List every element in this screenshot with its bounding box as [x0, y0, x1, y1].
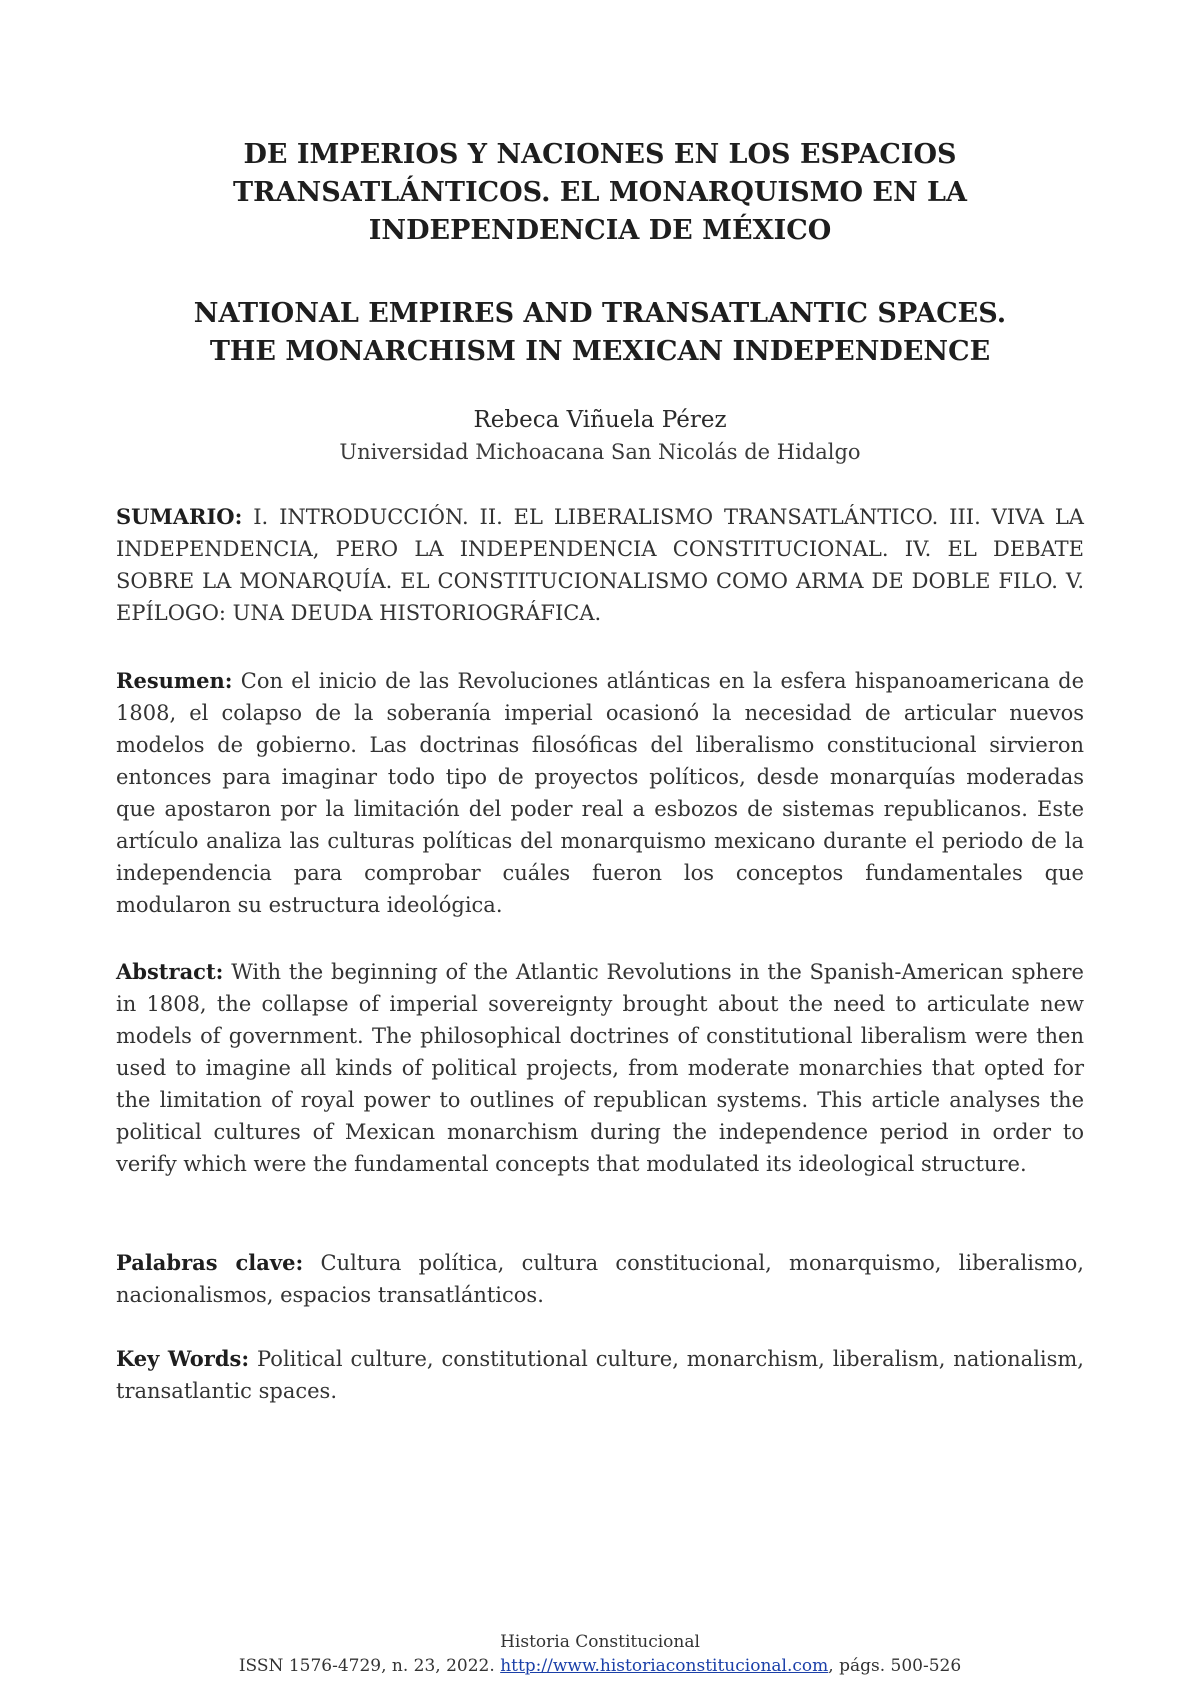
sumario-text: I. INTRODUCCIÓN. II. EL LIBERALISMO TRANSATLÁNTICO. III. VIVA LA INDEPENDENCIA, PERO LA INDEPENDENCIA CONSTITUCIONAL. IV. EL DEBATE SOBRE LA MONARQUÍA. EL CONSTITUCIONALISMO COMO ARMA DE DOBLE FILO. V. EPÍLOGO: UNA DEUDA HISTORIOGRÁFICA.	[116, 505, 1084, 625]
page-range: , págs. 500-526	[828, 1656, 962, 1676]
palabras-clave-label: Palabras clave:	[116, 1250, 304, 1275]
author-name: Rebeca Viñuela Pérez	[473, 407, 727, 433]
page-footer	[116, 1630, 1084, 1678]
author-affiliation: Universidad Michoacana San Nicolás de Hidalgo	[339, 440, 861, 464]
english-title	[116, 295, 1084, 371]
key-words-section	[116, 1343, 1084, 1407]
abstract-label: Abstract:	[116, 959, 224, 984]
abstract-text: With the beginning of the Atlantic Revolutions in the Spanish-American sphere in 1808, the collapse of imperial sovereignty brought about the need to articulate new models of government. The philosophical doctrines of constitutional liberalism were then used to imagine all kinds of political projects, from moderate monarchies that opted for the limitation of royal power to outlines of republican systems. This article analyses the political cultures of Mexican monarchism during the independence period in order to verify which were the fundamental concepts that modulated its ideological structure.	[116, 960, 1084, 1176]
resumen-text: Con el inicio de las Revoluciones atlánticas en la esfera hispanoamericana de 1808, el colapso de la soberanía imperial ocasionó la necesidad de articular nuevos modelos de gobierno. Las doctrinas filosóficas del liberalismo constitucional sirvieron entonces para imaginar todo tipo de proyectos políticos, desde monarquías moderadas que apostaron por la limitación del poder real a esbozos de sistemas republicanos. Este artículo analiza las culturas políticas del monarquismo mexicano durante el periodo de la independencia para comprobar cuáles fueron los conceptos fundamentales que modularon su estructura ideológica.	[116, 669, 1084, 917]
abstract-section	[116, 956, 1084, 1180]
author-block	[116, 404, 1084, 468]
resumen-label: Resumen:	[116, 668, 233, 693]
issn-prefix: ISSN 1576-4729, n. 23, 2022.	[238, 1656, 495, 1676]
spanish-title-line-2: TRANSATLÁNTICOS. EL MONARQUISMO EN LA	[233, 177, 967, 208]
journal-name: Historia Constitucional	[500, 1632, 700, 1652]
spanish-title-line-1: DE IMPERIOS Y NACIONES EN LOS ESPACIOS	[243, 139, 957, 170]
issn-line	[116, 1654, 1084, 1678]
sumario-label: SUMARIO:	[116, 504, 243, 529]
key-words-label: Key Words:	[116, 1346, 250, 1371]
key-words-text: Political culture, constitutional culture, monarchism, liberalism, nationalism, transatlantic spaces.	[116, 1347, 1084, 1403]
english-title-line-2: THE MONARCHISM IN MEXICAN INDEPENDENCE	[209, 336, 991, 367]
sumario-section	[116, 501, 1084, 629]
spanish-title	[116, 136, 1084, 250]
resumen-section	[116, 665, 1084, 921]
english-title-line-1: NATIONAL EMPIRES AND TRANSATLANTIC SPACES.	[193, 298, 1007, 329]
palabras-clave-text: Cultura política, cultura constitucional, monarquismo, liberalismo, nacionalismos, espacios transatlánticos.	[116, 1251, 1084, 1307]
palabras-clave-section	[116, 1247, 1084, 1311]
journal-website-link[interactable]: http://www.historiaconstitucional.com	[500, 1656, 829, 1676]
spanish-title-line-3: INDEPENDENCIA DE MÉXICO	[368, 215, 832, 246]
